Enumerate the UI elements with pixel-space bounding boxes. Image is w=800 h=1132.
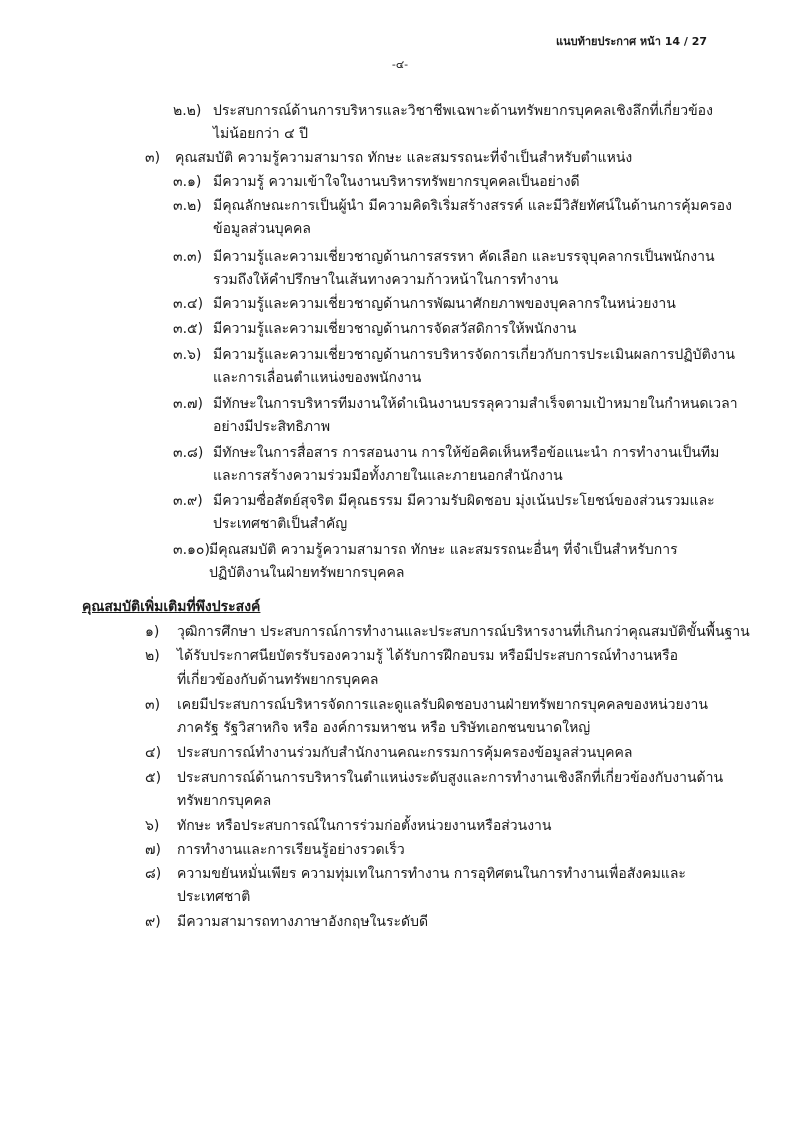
item-text: มีคุณสมบัติ ความรู้ความสามารถ ทักษะ และสมรรถนะอื่นๆ ที่จำเป็นสำหรับการ (209, 542, 678, 558)
item-text: ประสบการณ์ทำงานร่วมกับสำนักงานคณะกรรมการคุ้มครองข้อมูลส่วนบุคคล (177, 745, 633, 761)
item-text: ประสบการณ์ด้านการบริหารและวิชาชีพเฉพาะด้านทรัพยากรบุคคลเชิงลึกที่เกี่ยวข้อง (213, 103, 713, 119)
item-text: มีคุณลักษณะการเป็นผู้นำ มีความคิดริเริ่มสร้างสรรค์ และมีวิสัยทัศน์ในด้านการคุ้มครอง (213, 198, 732, 214)
item-text: ประเทศชาติ (177, 889, 251, 905)
item-text: มีความซื่อสัตย์สุจริต มีคุณธรรม มีความรับผิดชอบ มุ่งเน้นประโยชน์ของส่วนรวมและ (213, 493, 715, 509)
item-text: ข้อมูลส่วนบุคคล (213, 221, 311, 237)
item-text: ที่เกี่ยวข้องกับด้านทรัพยากรบุคคล (177, 672, 379, 688)
item-text: วุฒิการศึกษา ประสบการณ์การทำงานและประสบการณ์บริหารงานที่เกินกว่าคุณสมบัติขั้นพื้นฐาน (177, 624, 750, 640)
item-text: อย่างมีประสิทธิภาพ (213, 419, 331, 435)
item-text: และการเลื่อนตำแหน่งของพนักงาน (213, 370, 422, 386)
item-number: ๒) (145, 648, 160, 664)
item-text: มีความรู้และความเชี่ยวชาญด้านการพัฒนาศักยภาพของบุคลากรในหน่วยงาน (213, 296, 676, 312)
item-number: ๖) (145, 818, 160, 834)
item-text: รวมถึงให้คำปรึกษาในเส้นทางความก้าวหน้าในการทำงาน (213, 272, 559, 288)
item-number: ๓.๑๐) (173, 542, 210, 558)
item-number: ๗) (145, 842, 161, 858)
item-text: ประเทศชาติเป็นสำคัญ (213, 516, 348, 532)
item-number: ๓.๔) (173, 296, 204, 312)
item-text: ทักษะ หรือประสบการณ์ในการร่วมก่อตั้งหน่วยงานหรือส่วนงาน (177, 818, 552, 834)
section-number: ๓) (145, 150, 161, 166)
annex-page-label: แนบท้ายประกาศ หน้า 14 / 27 (556, 35, 707, 48)
item-text: ประสบการณ์ด้านการบริหารในตำแหน่งระดับสูงและการทำงานเชิงลึกที่เกี่ยวข้องกับงานด้าน (177, 770, 724, 786)
item-text: ได้รับประกาศนียบัตรรับรองความรู้ ได้รับการฝึกอบรม หรือมีประสบการณ์ทำงานหรือ (177, 648, 679, 664)
item-text: มีความสามารถทางภาษาอังกฤษในระดับดี (177, 914, 429, 930)
section-heading: คุณสมบัติเพิ่มเติมที่พึงประสงค์ (82, 599, 261, 615)
page-number: -๔- (391, 58, 409, 71)
item-number: ๓.๖) (173, 347, 202, 363)
item-number: ๔) (145, 745, 162, 761)
item-number: ๒.๒) (173, 103, 202, 119)
item-text: ปฏิบัติงานในฝ่ายทรัพยากรบุคคล (209, 565, 405, 581)
item-text: ความขยันหมั่นเพียร ความทุ่มเทในการทำงาน การอุทิศตนในการทำงานเพื่อสังคมและ (177, 866, 686, 882)
item-number: ๙) (145, 914, 161, 930)
item-number: ๓) (145, 697, 161, 713)
item-number: ๓.๓) (173, 249, 203, 265)
item-number: ๓.๘) (173, 445, 204, 461)
section-title: คุณสมบัติ ความรู้ความสามารถ ทักษะ และสมรรถนะที่จำเป็นสำหรับตำแหน่ง (175, 150, 633, 166)
item-text: มีความรู้และความเชี่ยวชาญด้านการบริหารจัดการเกี่ยวกับการประเมินผลการปฏิบัติงาน (213, 347, 735, 363)
item-number: ๑) (145, 624, 160, 640)
item-number: ๓.๙) (173, 493, 203, 509)
item-number: ๓.๑) (173, 174, 202, 190)
item-number: ๓.๕) (173, 321, 204, 337)
item-text: มีทักษะในการสื่อสาร การสอนงาน การให้ข้อคิดเห็นหรือข้อแนะนำ การทำงานเป็นทีม (213, 445, 720, 461)
item-text: เคยมีประสบการณ์บริหารจัดการและดูแลรับผิดชอบงานฝ่ายทรัพยากรบุคคลของหน่วยงาน (177, 697, 708, 713)
item-text: มีความรู้และความเชี่ยวชาญด้านการสรรหา คัดเลือก และบรรจุบุคลากรเป็นพนักงาน (213, 249, 715, 265)
item-number: ๓.๒) (173, 198, 202, 214)
item-text: มีทักษะในการบริหารทีมงานให้ดำเนินงานบรรลุความสำเร็จตามเป้าหมายในกำหนดเวลา (213, 396, 738, 412)
item-number: ๘) (145, 866, 162, 882)
item-text: มีความรู้ ความเข้าใจในงานบริหารทรัพยากรบุคคลเป็นอย่างดี (213, 174, 580, 190)
item-text: และการสร้างความร่วมมือทั้งภายในและภายนอกสำนักงาน (213, 468, 563, 484)
item-number: ๕) (145, 770, 162, 786)
item-text: ทรัพยากรบุคคล (177, 793, 272, 809)
item-text: ภาครัฐ รัฐวิสาหกิจ หรือ องค์การมหาชน หรือ บริษัทเอกชนขนาดใหญ่ (177, 720, 591, 736)
item-number: ๓.๗) (173, 396, 204, 412)
item-text: มีความรู้และความเชี่ยวชาญด้านการจัดสวัสดิการให้พนักงาน (213, 321, 577, 337)
item-text: ไม่น้อยกว่า ๔ ปี (213, 126, 309, 142)
item-text: การทำงานและการเรียนรู้อย่างรวดเร็ว (177, 842, 405, 858)
